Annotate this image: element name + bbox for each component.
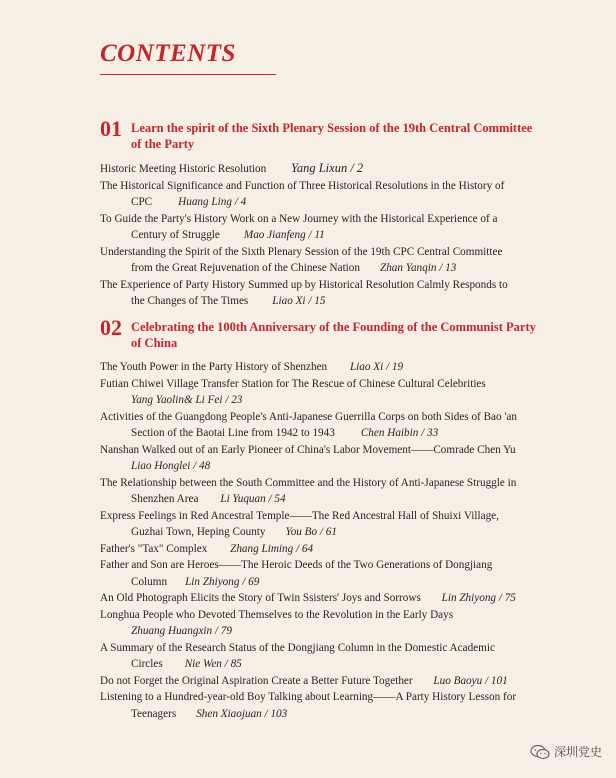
section-01 bbox=[100, 116, 560, 310]
entry-title: The Historical Significance and Function of Three Historical Resolutions in the History of bbox=[100, 179, 505, 192]
section-title bbox=[131, 319, 560, 351]
entry-author: Liao Xi / 15 bbox=[272, 295, 326, 307]
page-title: CONTENTS bbox=[100, 40, 236, 67]
entry-author: Mao Jianfeng / 11 bbox=[243, 229, 325, 241]
entry-title: Activities of the Guangdong People's Anti-Japanese Guerrilla Corps on both Sides of Bao 'an bbox=[100, 410, 517, 423]
toc-entry[interactable] bbox=[100, 475, 560, 508]
entry-title-cont: Teenagers bbox=[131, 707, 177, 720]
entry-title-cont: Circles bbox=[131, 658, 163, 670]
toc-entry[interactable] bbox=[100, 277, 560, 310]
entry-title: Father's "Tax" Complex bbox=[100, 542, 208, 555]
entry-title-cont: CPC bbox=[131, 196, 153, 208]
section-title-line2: of China bbox=[131, 336, 178, 350]
entry-author: Lin Zhiyong / 75 bbox=[441, 592, 516, 604]
entry-author: You Bo / 61 bbox=[285, 526, 337, 538]
toc-entry[interactable] bbox=[100, 607, 560, 640]
toc-entry[interactable] bbox=[100, 409, 560, 442]
entry-title: To Guide the Party's History Work on a New Journey with the Historical Experience of a bbox=[100, 212, 498, 225]
toc-entry[interactable] bbox=[100, 442, 560, 475]
toc-entry[interactable] bbox=[100, 689, 560, 722]
entry-title: Nanshan Walked out of an Early Pioneer of China's Labor Movement——Comrade Chen Yu bbox=[100, 443, 516, 456]
toc-entry[interactable] bbox=[100, 673, 560, 690]
entry-title-cont: Column bbox=[131, 575, 168, 588]
entry-author: Luo Baoyu / 101 bbox=[433, 674, 508, 687]
entry-title-cont: from the Great Rejuvenation of the Chinese Nation bbox=[131, 262, 360, 274]
entry-author: Yang Yaolin& Li Fei / 23 bbox=[131, 394, 243, 406]
entry-title: Historic Meeting Historic Resolution bbox=[100, 163, 267, 175]
entry-title-cont: Section of the Baotai Line from 1942 to 1943 bbox=[131, 427, 335, 439]
watermark-text: 深圳党史 bbox=[553, 745, 602, 759]
toc-entry[interactable] bbox=[100, 376, 560, 409]
entry-list bbox=[100, 160, 560, 310]
section-title-line1: Celebrating the 100th Anniversary of the Founding of the Communist Party bbox=[131, 320, 536, 334]
toc-entry[interactable] bbox=[100, 640, 560, 673]
entry-title-cont: Century of Struggle bbox=[131, 229, 220, 241]
entry-author: Nie Wen / 85 bbox=[184, 658, 242, 670]
entry-author: Zhan Yanqin / 13 bbox=[379, 262, 457, 274]
entry-title: A Summary of the Research Status of the Dongjiang Column in the Domestic Academic bbox=[100, 641, 495, 654]
entry-author: Liao Honglei / 48 bbox=[131, 460, 211, 472]
toc-entry[interactable] bbox=[100, 359, 560, 376]
entry-title: Understanding the Spirit of the Sixth Plenary Session of the 19th CPC Central Committee bbox=[100, 245, 503, 258]
entry-author: Yang Lixun / 2 bbox=[291, 161, 364, 175]
toc-entry[interactable] bbox=[100, 508, 560, 541]
section-title-line1: Learn the spirit of the Sixth Plenary Session of the 19th Central Committee bbox=[131, 121, 533, 135]
entry-title: Father and Son are Heroes——The Heroic Deeds of the Two Generations of Dongjiang bbox=[100, 559, 493, 571]
section-title bbox=[131, 120, 560, 152]
entry-title: The Relationship between the South Committee and the History of Anti-Japanese Struggle in bbox=[100, 476, 517, 489]
entry-author: Liao Xi / 19 bbox=[349, 361, 404, 373]
entry-title: The Experience of Party History Summed up by Historical Resolution Calmly Responds to bbox=[100, 278, 508, 291]
entry-title: Futian Chiwei Village Transfer Station for The Rescue of Chinese Cultural Celebrities bbox=[100, 377, 486, 390]
section-number: 01 bbox=[100, 116, 122, 141]
section-title-line2: of the Party bbox=[131, 137, 195, 151]
entry-title-cont: Shenzhen Area bbox=[131, 493, 199, 505]
wechat-icon bbox=[530, 744, 550, 760]
toc-entry[interactable] bbox=[100, 211, 560, 244]
toc-entry[interactable] bbox=[100, 160, 560, 178]
toc-entry[interactable] bbox=[100, 557, 560, 590]
entry-author: Li Yuquan / 54 bbox=[220, 493, 286, 505]
entry-author: Zhang Liming / 64 bbox=[230, 542, 314, 555]
entry-author: Zhuang Huangxin / 79 bbox=[131, 625, 232, 637]
section-02 bbox=[100, 315, 560, 722]
entry-title: Longhua People who Devoted Themselves to the Revolution in the Early Days bbox=[100, 608, 454, 621]
section-number: 02 bbox=[100, 315, 122, 340]
entry-title: The Youth Power in the Party History of Shenzhen bbox=[100, 361, 328, 373]
entry-title-cont: Guzhai Town, Heping County bbox=[131, 526, 266, 538]
entry-title: Express Feelings in Red Ancestral Temple——The Red Ancestral Hall of Shuixi Village, bbox=[100, 509, 499, 522]
title-underline bbox=[100, 74, 276, 75]
entry-author: Lin Zhiyong / 69 bbox=[185, 575, 260, 588]
toc-entry[interactable] bbox=[100, 541, 560, 558]
toc-entry[interactable] bbox=[100, 178, 560, 211]
entry-author: Chen Haibin / 33 bbox=[360, 427, 439, 439]
toc-entry[interactable] bbox=[100, 590, 560, 607]
entry-title: Listening to a Hundred-year-old Boy Talking about Learning——A Party History Lesson for bbox=[100, 691, 517, 703]
entry-title: Do not Forget the Original Aspiration Create a Better Future Together bbox=[100, 674, 413, 687]
entry-title-cont: the Changes of The Times bbox=[131, 295, 249, 307]
watermark bbox=[530, 743, 602, 760]
entry-list bbox=[100, 359, 560, 722]
section-header bbox=[100, 116, 560, 152]
section-header bbox=[100, 315, 560, 351]
toc-entry[interactable] bbox=[100, 244, 560, 277]
entry-author: Shen Xiaojuan / 103 bbox=[196, 707, 288, 720]
entry-title: An Old Photograph Elicits the Story of Twin Ssisters' Joys and Sorrows bbox=[100, 592, 421, 604]
entry-author: Huang Ling / 4 bbox=[178, 196, 247, 208]
